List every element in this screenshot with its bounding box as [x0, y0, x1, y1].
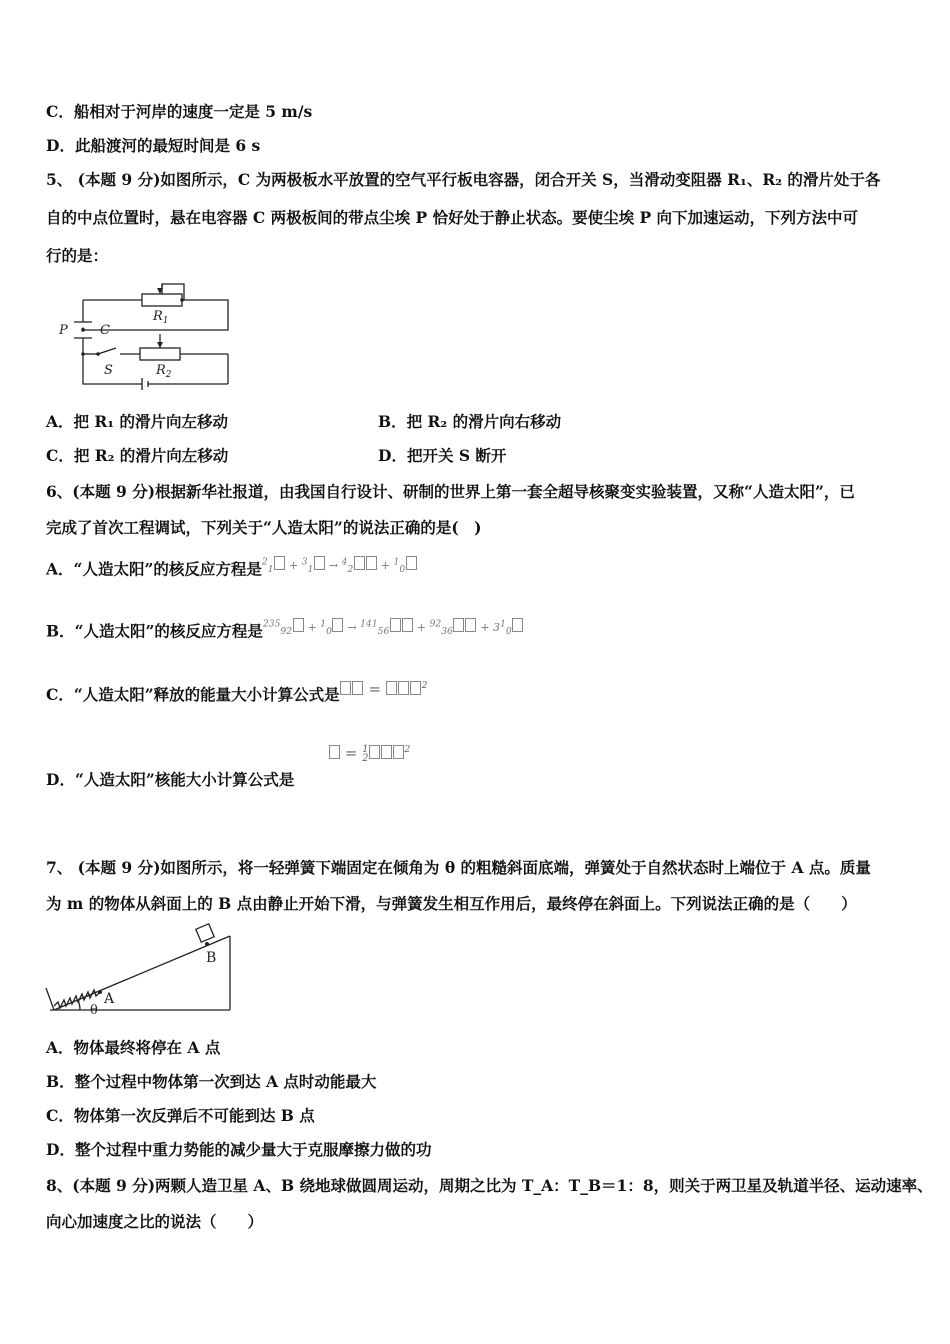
q5-stem-line-1: 5、 (本题 9 分)如图所示，C 为两极板水平放置的空气平行板电容器，闭合开关 S，当滑动变阻器 R₁、R₂ 的滑片处于各 [46, 170, 881, 189]
q5-circuit-diagram [50, 278, 240, 390]
q7-option-b: B．整个过程中物体第一次到达 A 点时动能最大 [46, 1072, 377, 1091]
q5-label-r1: $R_1$ [153, 309, 169, 326]
q6-option-d: D．“人造太阳”核能大小计算公式是 [46, 770, 295, 789]
q5-option-b: B．把 R₂ 的滑片向右移动 [378, 412, 562, 431]
q6-stem-line-2: 完成了首次工程调试，下列关于“人造太阳”的说法正确的是( ) [46, 518, 482, 537]
q7-incline-diagram [40, 922, 240, 1018]
q7-stem-line-2: 为 m 的物体从斜面上的 B 点由静止开始下滑，与弹簧发生相互作用后，最终停在斜面上。下列说法正确的是（ ） [46, 894, 857, 913]
q5-stem-line-3: 行的是： [46, 246, 109, 265]
q7-label-a: A [104, 991, 115, 1007]
q4-option-d: D．此船渡河的最短时间是 6 s [46, 136, 261, 155]
q7-label-b: B [206, 950, 217, 966]
q7-stem-line-1: 7、 (本题 9 分)如图所示，将一轻弹簧下端固定在倾角为 θ 的粗糙斜面底端，弹簧处于自然状态时上端位于 A 点。质量 [46, 858, 871, 877]
q5-option-c: C．把 R₂ 的滑片向左移动 [46, 446, 229, 465]
q6-option-b: B．“人造太阳”的核反应方程是$^{^{235}_{92} + ^1_0 \to ^{141}_{56} + ^{92}_{36} + 3^1_0}$ [46, 620, 524, 648]
q7-option-d: D．整个过程中重力势能的减少量大于克服摩擦力做的功 [46, 1140, 432, 1159]
q8-stem-line-2: 向心加速度之比的说法（ ） [46, 1212, 264, 1231]
q5-label-r2: $R_2$ [156, 363, 172, 380]
q5-label-c: C [100, 323, 110, 338]
q7-option-c: C．物体第一次反弹后不可能到达 B 点 [46, 1106, 315, 1125]
q5-option-d: D．把开关 S 断开 [378, 446, 507, 465]
q6-option-a: A．“人造太阳”的核反应方程是$^{^2_1 + ^3_1 \to ^4_2 + ^1_0}$ [46, 558, 417, 586]
q5-label-p: P [59, 323, 68, 338]
q6-option-c: C．“人造太阳”释放的能量大小计算公式是 = $^2$ [46, 680, 428, 704]
q5-label-s: S [104, 363, 113, 378]
q8-stem-line-1: 8、(本题 9 分)两颗人造卫星 A、B 绕地球做圆周运动，周期之比为 T_A：T_B＝1：8，则关于两卫星及轨道半径、运动速率、 [46, 1176, 933, 1195]
q7-option-a: A．物体最终将停在 A 点 [46, 1038, 221, 1057]
q6-option-d-equation: = 1 $2^2$ [328, 744, 410, 763]
q6-stem-line-1: 6、(本题 9 分)根据新华社报道，由我国自行设计、研制的世界上第一套全超导核聚变实验装置，又称“人造太阳”，已 [46, 482, 855, 501]
q6-option-c-equation: = $^2$ [340, 680, 428, 698]
q5-option-a: A．把 R₁ 的滑片向左移动 [46, 412, 228, 431]
q6-option-b-equation: 23592 + 10 → 14156 + 9236 + 310 [263, 621, 524, 634]
q5-stem-line-2: 自的中点位置时，悬在电容器 C 两极板间的带点尘埃 P 恰好处于静止状态。要使尘埃 P 向下加速运动，下列方法中可 [46, 208, 859, 227]
q7-label-theta: θ [90, 1003, 98, 1018]
q4-option-c: C．船相对于河岸的速度一定是 5 m/s [46, 102, 313, 121]
q6-option-a-equation: 21 + 31 → 42 + 10 [262, 559, 417, 572]
